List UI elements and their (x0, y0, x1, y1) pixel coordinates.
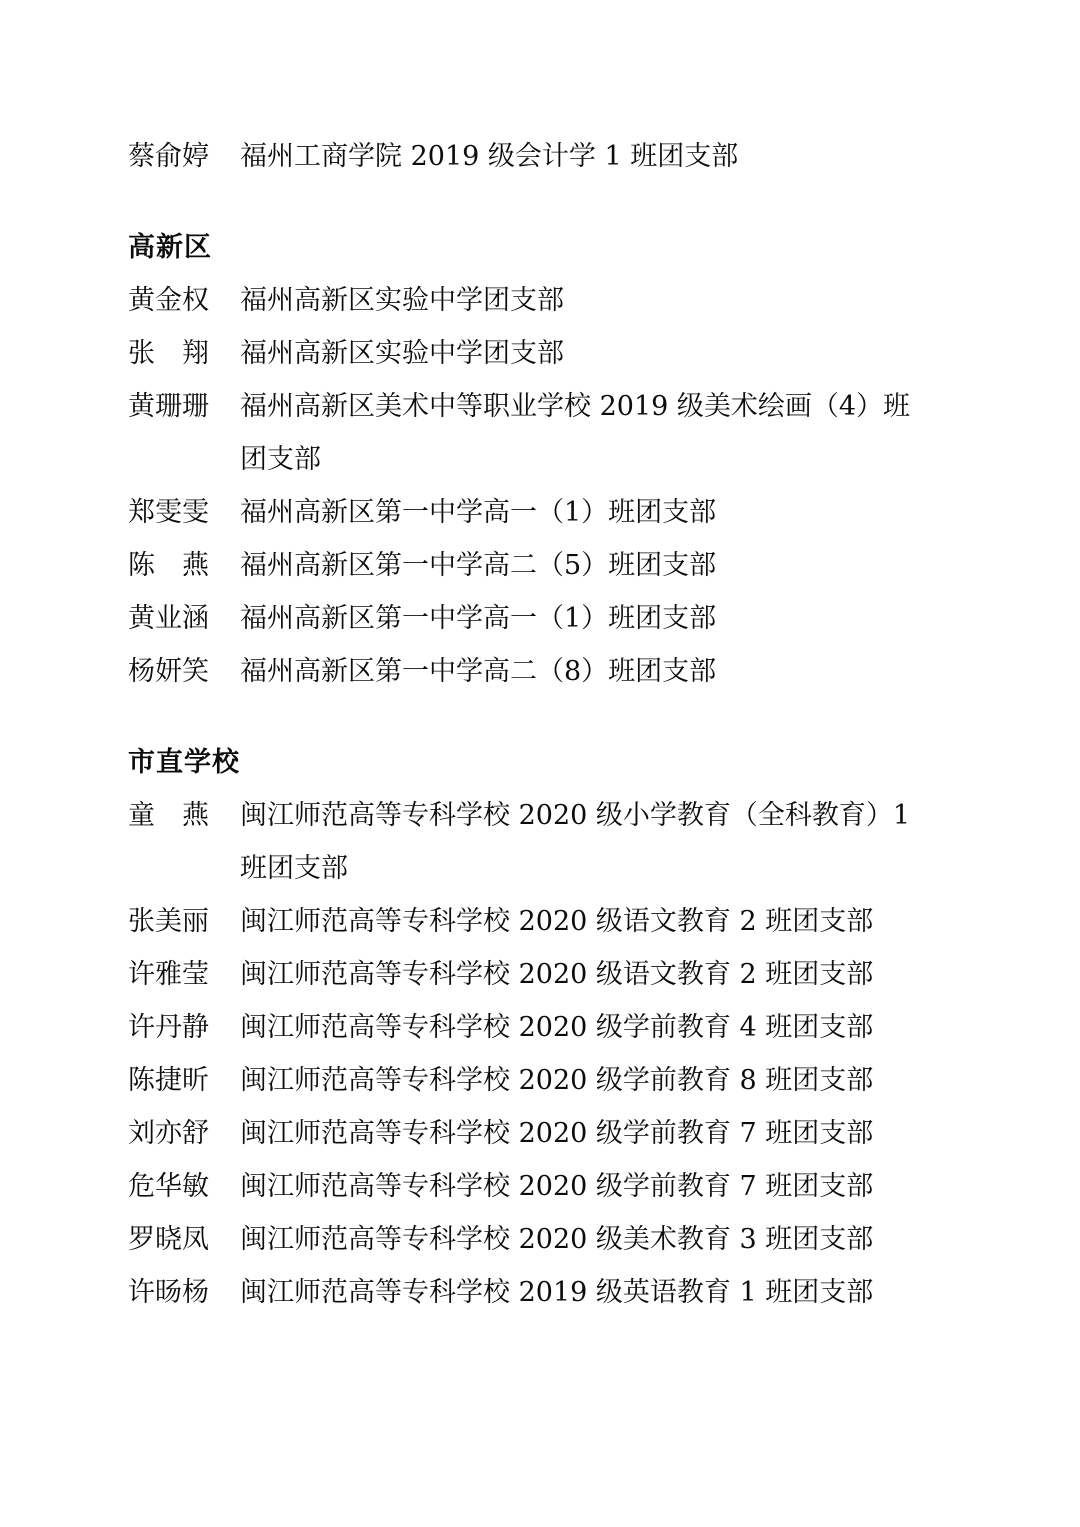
list-item (128, 1107, 952, 1160)
member-organization-line2: 团支部 (240, 444, 321, 475)
member-name: 张 翔 (128, 338, 209, 369)
member-name: 黄金权 (128, 285, 209, 316)
member-name: 郑雯雯 (128, 497, 209, 528)
member-organization: 福州高新区第一中学高二（5）班团支部 (240, 550, 717, 581)
list-item (128, 1054, 952, 1107)
member-organization: 闽江师范高等专科学校 2020 级学前教育 4 班团支部 (240, 1012, 874, 1043)
member-name: 童 燕 (128, 800, 209, 831)
member-organization (240, 789, 952, 895)
list-item (128, 789, 952, 895)
member-name: 杨妍笑 (128, 656, 209, 687)
member-organization (240, 380, 952, 486)
section-gaoxinqu (128, 221, 952, 698)
member-organization: 福州高新区第一中学高一（1）班团支部 (240, 497, 717, 528)
member-name: 许丹静 (128, 1012, 209, 1043)
member-organization: 福州高新区实验中学团支部 (240, 285, 564, 316)
member-organization-line1: 闽江师范高等专科学校 2020 级小学教育（全科教育）1 (240, 800, 911, 831)
list-item (128, 327, 952, 380)
list-item (128, 274, 952, 327)
member-name: 危华敏 (128, 1171, 209, 1202)
member-name: 蔡俞婷 (128, 141, 209, 172)
member-organization: 福州高新区第一中学高二（8）班团支部 (240, 656, 717, 687)
list-item (128, 1160, 952, 1213)
list-item (128, 486, 952, 539)
member-organization: 闽江师范高等专科学校 2019 级英语教育 1 班团支部 (240, 1277, 874, 1308)
list-item (128, 1001, 952, 1054)
member-name: 陈 燕 (128, 550, 209, 581)
section-heading: 高新区 (128, 232, 212, 263)
member-name: 许旸杨 (128, 1277, 209, 1308)
member-name: 许雅莹 (128, 959, 209, 990)
list-item (128, 539, 952, 592)
member-name: 黄业涵 (128, 603, 209, 634)
member-name: 张美丽 (128, 906, 209, 937)
member-organization: 闽江师范高等专科学校 2020 级学前教育 7 班团支部 (240, 1118, 874, 1149)
list-item (128, 1213, 952, 1266)
member-organization-line1: 福州高新区美术中等职业学校 2019 级美术绘画（4）班 (240, 391, 911, 422)
list-item (128, 592, 952, 645)
member-organization: 闽江师范高等专科学校 2020 级美术教育 3 班团支部 (240, 1224, 874, 1255)
list-item (128, 895, 952, 948)
section-shizhixuexiao (128, 736, 952, 1319)
member-name: 黄珊珊 (128, 391, 209, 422)
list-item (128, 380, 952, 486)
member-name: 刘亦舒 (128, 1118, 209, 1149)
member-organization: 闽江师范高等专科学校 2020 级学前教育 7 班团支部 (240, 1171, 874, 1202)
list-item (128, 130, 952, 183)
list-item (128, 645, 952, 698)
list-item (128, 1266, 952, 1319)
member-organization: 闽江师范高等专科学校 2020 级学前教育 8 班团支部 (240, 1065, 874, 1096)
member-organization-line2: 班团支部 (240, 853, 348, 884)
member-organization: 福州高新区第一中学高一（1）班团支部 (240, 603, 717, 634)
section-heading: 市直学校 (128, 747, 240, 778)
member-organization: 闽江师范高等专科学校 2020 级语文教育 2 班团支部 (240, 959, 874, 990)
member-organization: 福州工商学院 2019 级会计学 1 班团支部 (240, 141, 739, 172)
member-organization: 福州高新区实验中学团支部 (240, 338, 564, 369)
member-name: 陈捷昕 (128, 1065, 209, 1096)
member-name: 罗晓凤 (128, 1224, 209, 1255)
list-item (128, 948, 952, 1001)
member-organization: 闽江师范高等专科学校 2020 级语文教育 2 班团支部 (240, 906, 874, 937)
